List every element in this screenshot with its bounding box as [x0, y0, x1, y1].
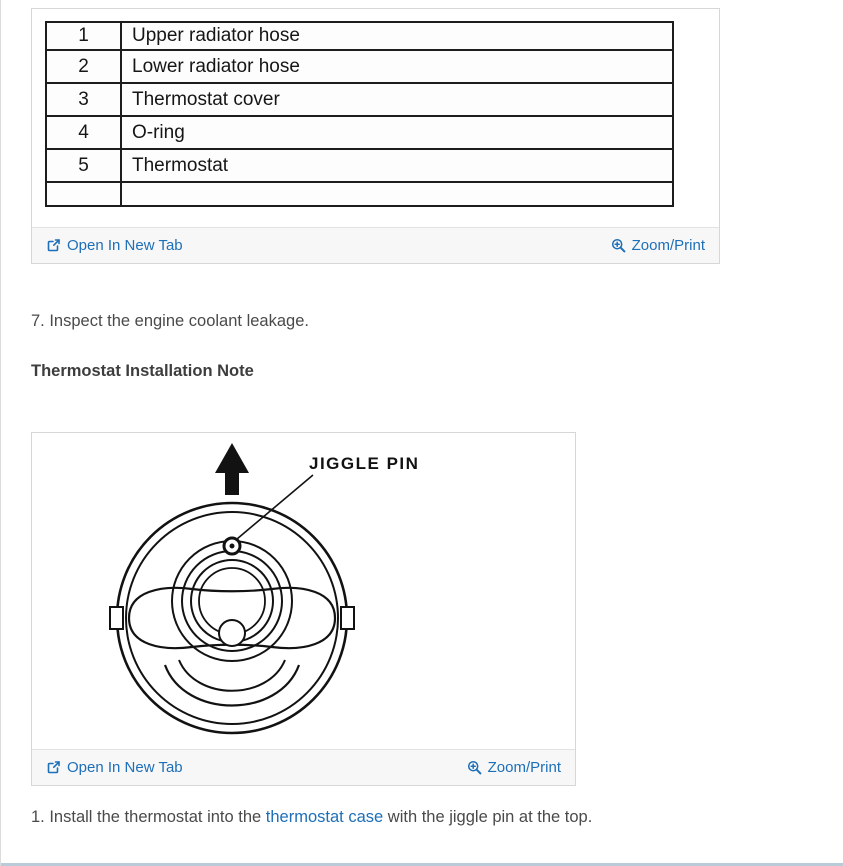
- step-1-text: [31, 808, 592, 827]
- step-1-prefix: 1. Install the thermostat into the: [31, 808, 266, 826]
- section-heading: Thermostat Installation Note: [31, 362, 254, 380]
- zoom-print-link[interactable]: [611, 238, 705, 253]
- zoom-print-label: Zoom/Print: [631, 237, 705, 254]
- figure-toolbar: [32, 227, 719, 263]
- open-in-new-tab-label: Open In New Tab: [67, 759, 183, 776]
- part-number: 1: [47, 23, 122, 49]
- open-in-new-tab-icon: [46, 760, 61, 775]
- thermostat-drawing: [32, 433, 575, 749]
- part-label: Thermostat cover: [132, 88, 280, 110]
- part-label: Lower radiator hose: [132, 55, 300, 77]
- part-number: 4: [47, 117, 122, 148]
- step-7-text: 7. Inspect the engine coolant leakage.: [31, 312, 309, 330]
- part-label: Upper radiator hose: [132, 25, 300, 46]
- thermostat-case-link[interactable]: thermostat case: [265, 808, 384, 826]
- open-in-new-tab-icon: [46, 238, 61, 253]
- jiggle-pin-marker: [224, 538, 240, 554]
- table-row: [47, 51, 672, 84]
- figure-card-thermostat: [31, 432, 576, 786]
- open-in-new-tab-link[interactable]: [46, 238, 183, 253]
- parts-table: [45, 21, 674, 207]
- zoom-print-link[interactable]: [467, 760, 561, 775]
- table-row: [47, 117, 672, 150]
- table-row: [47, 84, 672, 117]
- table-row: [47, 23, 672, 51]
- leader-line: [237, 475, 313, 539]
- part-label: O-ring: [132, 121, 185, 143]
- parts-table-image: [32, 9, 719, 227]
- figure-card-parts-table: [31, 8, 720, 264]
- thermostat-image: [32, 433, 575, 749]
- up-arrow: [215, 443, 249, 495]
- jiggle-pin-label: JIGGLE PIN: [309, 454, 420, 473]
- part-label: Thermostat: [132, 154, 229, 176]
- table-empty-row: [47, 183, 672, 205]
- table-row: [47, 150, 672, 183]
- part-number: 3: [47, 84, 122, 115]
- thermostat-line-art: [32, 433, 575, 747]
- open-in-new-tab-link[interactable]: [46, 760, 183, 775]
- part-number: 5: [47, 150, 122, 181]
- part-number: 2: [47, 51, 122, 82]
- zoom-print-label: Zoom/Print: [487, 759, 561, 776]
- open-in-new-tab-label: Open In New Tab: [67, 237, 183, 254]
- zoom-icon: [467, 760, 482, 775]
- zoom-icon: [611, 238, 626, 253]
- step-1-suffix: with the jiggle pin at the top.: [383, 808, 593, 826]
- figure-toolbar: [32, 749, 575, 785]
